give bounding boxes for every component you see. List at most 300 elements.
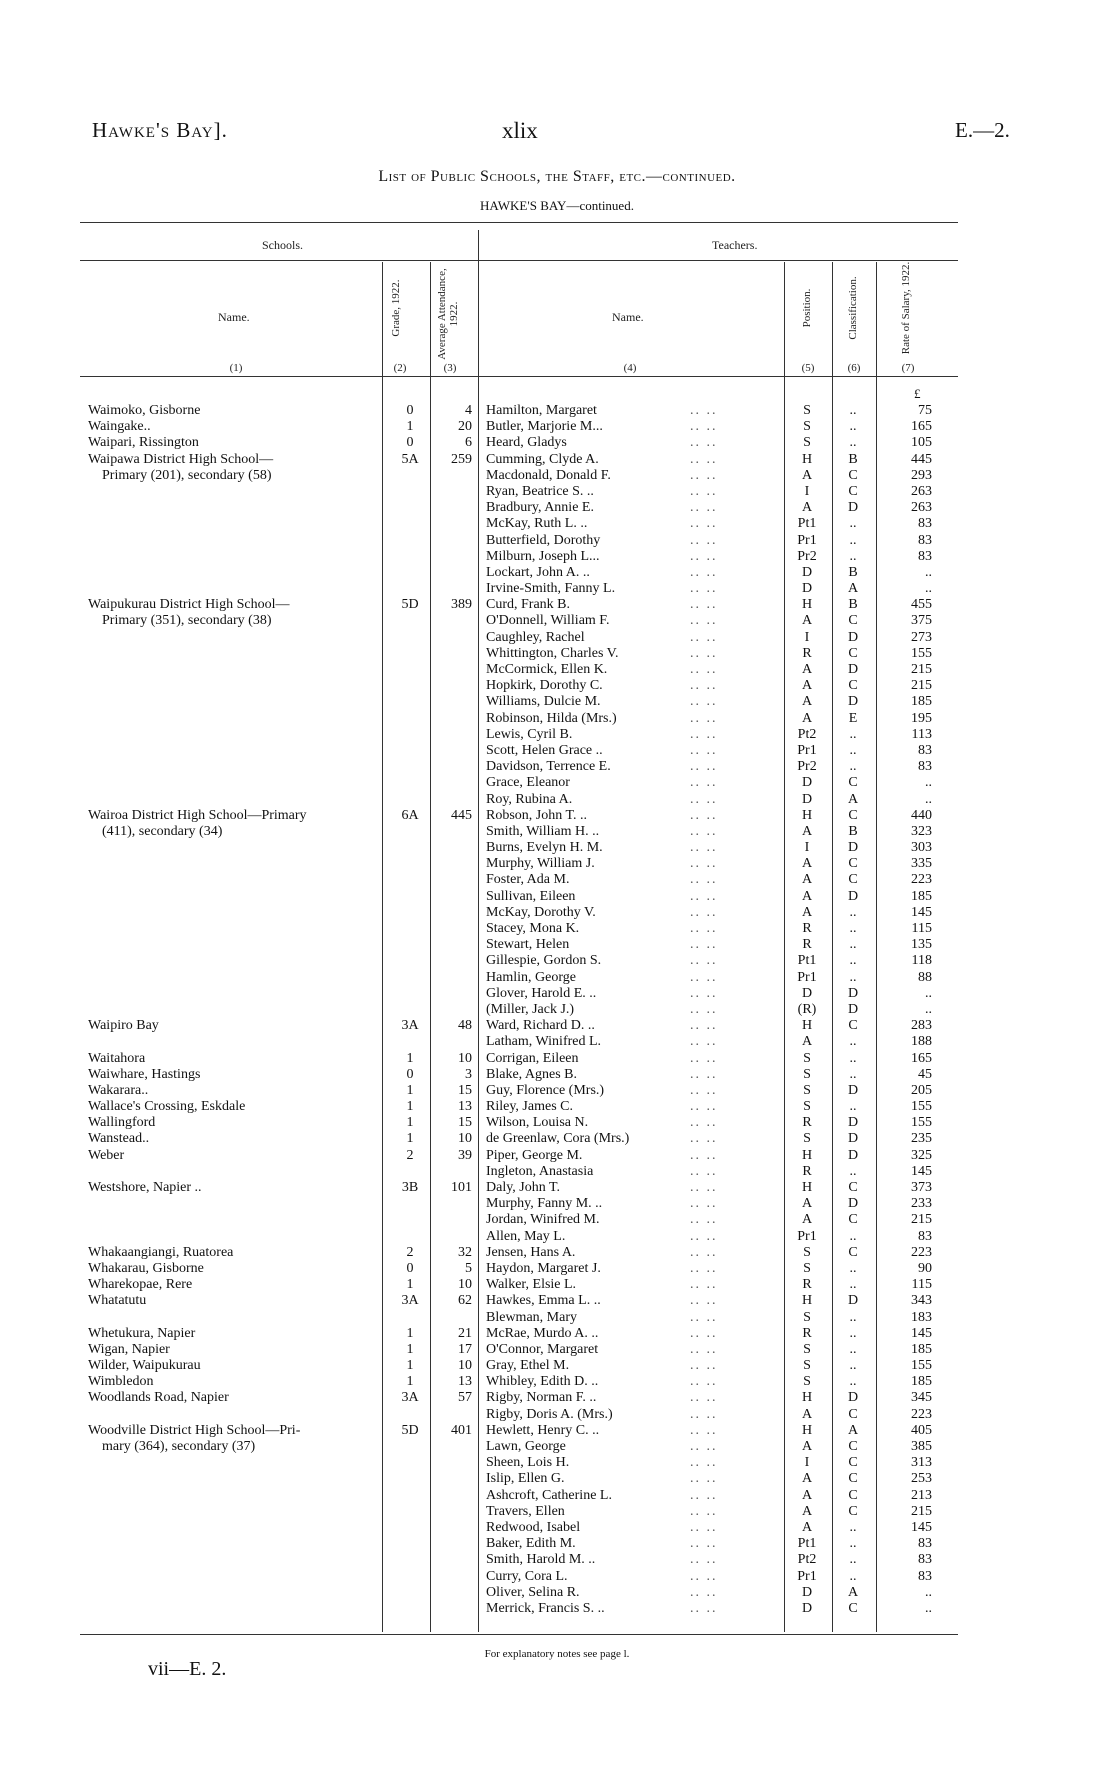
document-reference: E.—2.: [955, 118, 1010, 142]
teacher-classification: C: [848, 467, 858, 483]
average-attendance: 20: [458, 419, 472, 435]
table-row: [0, 662, 1114, 678]
leader-dots: .. ..: [690, 1212, 718, 1228]
school-name: Weber: [88, 1147, 125, 1163]
salary-rate: 313: [911, 1455, 932, 1471]
teacher-classification: C: [848, 856, 858, 872]
table-row: [0, 1326, 1114, 1342]
average-attendance: 57: [458, 1390, 472, 1406]
salary-rate: ..: [925, 1584, 932, 1600]
leader-dots: .. ..: [690, 759, 718, 775]
teacher-name: McKay, Dorothy V.: [486, 904, 596, 920]
teacher-position: A: [801, 1034, 813, 1050]
school-grade: 1: [406, 1099, 414, 1115]
average-attendance: 10: [458, 1358, 472, 1374]
leader-dots: .. ..: [690, 629, 718, 645]
table-row: [0, 1520, 1114, 1536]
teacher-name: Stacey, Mona K.: [486, 921, 580, 936]
leader-dots: .. ..: [690, 516, 718, 532]
teacher-position: A: [801, 613, 813, 629]
page-title: List of Public Schools, the Staff, etc.—continued.: [378, 168, 736, 185]
teacher-position: A: [801, 678, 813, 694]
teacher-position: A: [801, 710, 813, 726]
salary-rate: 75: [918, 403, 932, 418]
leader-dots: .. ..: [690, 1260, 718, 1276]
teacher-name: Rigby, Doris A. (Mrs.): [486, 1406, 613, 1422]
table-row: [0, 1358, 1114, 1374]
salary-rate: 343: [911, 1293, 932, 1309]
school-grade: 5A: [401, 451, 419, 467]
table-row: [0, 533, 1114, 549]
teacher-position: D: [801, 1600, 813, 1616]
school-name: Wallace's Crossing, Eskdale: [88, 1099, 246, 1115]
salary-rate: 283: [911, 1018, 932, 1034]
teacher-name: Murphy, Fanny M. ..: [486, 1196, 603, 1212]
average-attendance: 10: [458, 1050, 472, 1066]
teacher-classification: A: [847, 1422, 859, 1438]
teacher-classification: ..: [849, 953, 857, 969]
leader-dots: .. ..: [690, 726, 718, 742]
salary-rate: 155: [911, 1358, 932, 1374]
salary-rate: 215: [911, 1212, 932, 1228]
page-subtitle: HAWKE'S BAY—continued.: [480, 198, 634, 213]
table-row: [0, 1536, 1114, 1552]
teacher-position: I: [804, 483, 810, 499]
table-row: [0, 1342, 1114, 1358]
leader-dots: .. ..: [690, 645, 718, 661]
teacher-position: S: [803, 1374, 811, 1390]
table-bottom-rule: [80, 1634, 958, 1635]
teacher-name: Corrigan, Eileen: [486, 1050, 579, 1066]
table-row: [0, 516, 1114, 532]
school-name: mary (364), secondary (37): [102, 1439, 256, 1454]
teacher-name: Macdonald, Donald F.: [486, 467, 611, 483]
teacher-position: Pr2: [797, 548, 817, 564]
teacher-name: Blake, Agnes B.: [486, 1066, 577, 1082]
currency-symbol: £: [914, 386, 921, 401]
teacher-position: H: [801, 451, 813, 467]
teacher-name: Jordan, Winifred M.: [486, 1212, 600, 1228]
teacher-position: S: [803, 1082, 811, 1098]
school-name: Whetukura, Napier: [88, 1325, 196, 1341]
teacher-position: S: [803, 1244, 811, 1260]
table-row: [0, 856, 1114, 872]
teacher-classification: B: [848, 451, 858, 467]
table-row: [0, 1390, 1114, 1406]
teacher-position: H: [801, 1147, 813, 1163]
salary-rate: 375: [911, 613, 932, 629]
table-row: [0, 775, 1114, 791]
teacher-classification: ..: [849, 904, 857, 920]
salary-rate: 323: [911, 823, 932, 839]
salary-rate: 235: [911, 1131, 932, 1147]
school-name: Wharekopae, Rere: [88, 1277, 193, 1293]
teacher-name: Gillespie, Gordon S.: [486, 953, 602, 969]
col-header-classification: Classification.: [847, 276, 859, 340]
leader-dots: .. ..: [690, 1341, 718, 1357]
teacher-classification: ..: [849, 548, 857, 564]
leader-dots: .. ..: [690, 1568, 718, 1584]
teacher-classification: C: [848, 1471, 858, 1487]
teacher-position: H: [801, 1180, 813, 1195]
salary-rate: 45: [918, 1066, 932, 1082]
teacher-classification: D: [847, 629, 859, 645]
teacher-position: H: [801, 807, 813, 823]
teacher-position: A: [801, 1519, 813, 1535]
teacher-classification: ..: [849, 1066, 857, 1082]
salary-rate: 183: [911, 1309, 932, 1325]
teacher-name: Whittington, Charles V.: [486, 645, 619, 661]
teacher-classification: ..: [849, 1374, 857, 1390]
leader-dots: .. ..: [690, 467, 718, 483]
teacher-name: Hamlin, George: [486, 969, 576, 985]
school-name: Waipiro Bay: [88, 1018, 159, 1034]
teacher-name: Haydon, Margaret J.: [486, 1260, 601, 1276]
teacher-classification: C: [848, 678, 858, 694]
teacher-classification: C: [848, 1600, 858, 1616]
teacher-name: Butterfield, Dorothy: [486, 532, 601, 548]
table-row: [0, 678, 1114, 694]
school-grade: 6A: [401, 807, 419, 823]
teacher-position: H: [801, 1422, 813, 1438]
table-row: [0, 1229, 1114, 1245]
teacher-name: Merrick, Francis S. ..: [486, 1600, 605, 1616]
school-name: Wanstead..: [88, 1131, 150, 1147]
teacher-name: Foster, Ada M.: [486, 872, 570, 888]
page-number: xlix: [502, 118, 538, 143]
teacher-position: Pt1: [797, 1536, 817, 1552]
teacher-name: Hawkes, Emma L. ..: [486, 1293, 601, 1309]
leader-dots: .. ..: [690, 840, 718, 856]
salary-rate: 223: [911, 1244, 932, 1260]
teacher-name: Sheen, Lois H.: [486, 1455, 570, 1471]
table-row: [0, 727, 1114, 743]
leader-dots: .. ..: [690, 1115, 718, 1131]
table-row: [0, 889, 1114, 905]
teacher-name: Hewlett, Henry C. ..: [486, 1422, 600, 1438]
teacher-name: Curry, Cora L.: [486, 1568, 568, 1584]
table-row: [0, 1002, 1114, 1018]
table-row: [0, 1131, 1114, 1147]
salary-rate: 155: [911, 645, 932, 661]
teacher-position: S: [803, 419, 811, 435]
teacher-name: Caughley, Rachel: [486, 629, 585, 645]
teacher-position: S: [803, 435, 811, 451]
teacher-position: I: [804, 840, 810, 856]
teacher-position: R: [802, 1163, 812, 1179]
teacher-position: A: [801, 1406, 813, 1422]
teacher-classification: ..: [849, 403, 857, 418]
table-row: [0, 808, 1114, 824]
leader-dots: .. ..: [690, 1374, 718, 1390]
leader-dots: .. ..: [690, 1471, 718, 1487]
school-name: Woodville District High School—Pri-: [88, 1422, 301, 1438]
leader-dots: .. ..: [690, 1390, 718, 1406]
teacher-name: Stewart, Helen: [486, 937, 570, 953]
school-name: Waipawa District High School—: [88, 451, 274, 467]
teacher-classification: D: [847, 1131, 859, 1147]
leader-dots: .. ..: [690, 532, 718, 548]
teacher-position: S: [803, 1260, 811, 1276]
school-name: Westshore, Napier ..: [88, 1180, 202, 1195]
col-number-6: (6): [847, 362, 861, 374]
teacher-name: Smith, William H. ..: [486, 823, 600, 839]
salary-rate: 135: [911, 937, 932, 953]
teacher-classification: C: [848, 807, 858, 823]
teacher-position: D: [801, 564, 813, 580]
school-grade: 1: [406, 419, 414, 435]
school-grade: 0: [406, 1066, 414, 1082]
salary-rate: 115: [911, 921, 932, 936]
leader-dots: .. ..: [690, 662, 718, 677]
salary-rate: 185: [911, 1374, 932, 1390]
school-grade: 1: [406, 1374, 414, 1390]
table-row: [0, 1067, 1114, 1083]
leader-dots: .. ..: [690, 1131, 718, 1147]
leader-dots: .. ..: [690, 613, 718, 629]
teacher-name: Gray, Ethel M.: [486, 1358, 570, 1374]
teacher-name: McCormick, Ellen K.: [486, 662, 608, 677]
salary-rate: 213: [911, 1487, 932, 1503]
teacher-classification: D: [847, 985, 859, 1001]
salary-rate: 345: [911, 1390, 932, 1406]
teacher-classification: ..: [849, 1050, 857, 1066]
leader-dots: .. ..: [690, 953, 718, 969]
teacher-classification: A: [847, 791, 859, 807]
leader-dots: .. ..: [690, 1163, 718, 1179]
teacher-name: Cumming, Clyde A.: [486, 451, 599, 467]
table-row: [0, 1423, 1114, 1439]
salary-rate: 83: [918, 1536, 932, 1552]
leader-dots: .. ..: [690, 1325, 718, 1341]
school-grade: 1: [406, 1341, 414, 1357]
leader-dots: .. ..: [690, 1503, 718, 1519]
col-number-3: (3): [443, 362, 457, 374]
salary-rate: 185: [911, 694, 932, 710]
salary-rate: 90: [918, 1260, 932, 1276]
salary-rate: ..: [925, 985, 932, 1001]
leader-dots: .. ..: [690, 1293, 718, 1309]
table-row: [0, 1569, 1114, 1585]
salary-rate: 88: [918, 969, 932, 985]
salary-rate: ..: [925, 775, 932, 791]
salary-rate: 83: [918, 516, 932, 532]
teacher-classification: E: [848, 710, 858, 726]
teacher-position: A: [801, 500, 813, 516]
teacher-classification: C: [848, 1455, 858, 1471]
group-header-teachers: Teachers.: [712, 238, 758, 252]
school-name: Primary (351), secondary (38): [102, 613, 272, 629]
salary-rate: 145: [911, 904, 932, 920]
teacher-classification: C: [848, 1212, 858, 1228]
leader-dots: .. ..: [690, 742, 718, 758]
table-top-rule: [80, 222, 958, 223]
teacher-classification: C: [848, 483, 858, 499]
leader-dots: .. ..: [690, 921, 718, 936]
teacher-name: Riley, James C.: [486, 1099, 573, 1115]
leader-dots: .. ..: [690, 1519, 718, 1535]
teacher-name: Glover, Harold E. ..: [486, 985, 597, 1001]
school-name: Woodlands Road, Napier: [88, 1390, 229, 1406]
leader-dots: .. ..: [690, 1001, 718, 1017]
table-row: [0, 419, 1114, 435]
table-row: [0, 565, 1114, 581]
table-row: [0, 1552, 1114, 1568]
teacher-position: R: [802, 1277, 812, 1293]
salary-rate: 303: [911, 840, 932, 856]
table-row: [0, 824, 1114, 840]
teacher-position: Pr1: [797, 1228, 817, 1244]
teacher-classification: ..: [849, 1228, 857, 1244]
school-grade: 1: [406, 1082, 414, 1098]
col-header-attendance: Average Attendance, 1922.: [436, 268, 460, 360]
school-grade: 1: [406, 1115, 414, 1131]
salary-rate: 233: [911, 1196, 932, 1212]
teacher-name: Robson, John T. ..: [486, 807, 587, 823]
average-attendance: 445: [451, 807, 472, 823]
teacher-classification: ..: [849, 726, 857, 742]
average-attendance: 5: [465, 1260, 472, 1276]
teacher-classification: ..: [849, 1260, 857, 1276]
leader-dots: .. ..: [690, 419, 718, 435]
teacher-position: Pt2: [797, 1552, 817, 1568]
table-row: [0, 630, 1114, 646]
table-row: [0, 1034, 1114, 1050]
teacher-position: (R): [797, 1001, 817, 1017]
leader-dots: .. ..: [690, 791, 718, 807]
leader-dots: .. ..: [690, 597, 718, 613]
salary-rate: ..: [925, 1600, 932, 1616]
table-row: [0, 1164, 1114, 1180]
teacher-classification: C: [848, 1018, 858, 1034]
salary-rate: 223: [911, 872, 932, 888]
teacher-classification: C: [848, 1439, 858, 1454]
salary-rate: ..: [925, 791, 932, 807]
teacher-position: H: [801, 1390, 813, 1406]
teacher-position: A: [801, 904, 813, 920]
leader-dots: .. ..: [690, 1147, 718, 1163]
table-row: [0, 711, 1114, 727]
footnote: For explanatory notes see page l.: [484, 1648, 630, 1660]
salary-rate: 385: [911, 1439, 932, 1454]
table-row: [0, 1310, 1114, 1326]
school-name: Wallingford: [88, 1115, 156, 1131]
teacher-position: Pr1: [797, 742, 817, 758]
salary-rate: 195: [911, 710, 932, 726]
teacher-classification: C: [848, 775, 858, 791]
leader-dots: .. ..: [690, 1600, 718, 1616]
teacher-position: I: [804, 629, 810, 645]
school-grade: 3A: [401, 1018, 419, 1034]
table-row: [0, 484, 1114, 500]
salary-rate: 205: [911, 1082, 932, 1098]
average-attendance: 6: [465, 435, 472, 451]
salary-rate: 145: [911, 1163, 932, 1179]
table-row: [0, 581, 1114, 597]
school-grade: 0: [406, 1260, 414, 1276]
teacher-name: Redwood, Isabel: [486, 1519, 581, 1535]
table-row: [0, 435, 1114, 451]
teacher-position: A: [801, 1196, 813, 1212]
teacher-classification: D: [847, 1082, 859, 1098]
table-row: [0, 905, 1114, 921]
leader-dots: .. ..: [690, 1050, 718, 1066]
table-row: [0, 840, 1114, 856]
teacher-classification: D: [847, 662, 859, 677]
school-grade: 3A: [401, 1390, 419, 1406]
table-row: [0, 1374, 1114, 1390]
teacher-name: Ward, Richard D. ..: [486, 1018, 595, 1034]
teacher-classification: ..: [849, 1163, 857, 1179]
teacher-classification: ..: [849, 1552, 857, 1568]
table-row: [0, 1471, 1114, 1487]
teacher-name: Hamilton, Margaret: [486, 403, 597, 418]
table-row: [0, 953, 1114, 969]
school-name: Whatatutu: [88, 1293, 147, 1309]
average-attendance: 3: [465, 1066, 472, 1082]
teacher-position: A: [801, 1503, 813, 1519]
teacher-classification: C: [848, 613, 858, 629]
teacher-name: (Miller, Jack J.): [486, 1001, 575, 1017]
school-name: Waiwhare, Hastings: [88, 1066, 201, 1082]
salary-rate: 185: [911, 888, 932, 904]
salary-rate: ..: [925, 1001, 932, 1017]
salary-rate: ..: [925, 564, 932, 580]
leader-dots: .. ..: [690, 1422, 718, 1438]
teacher-name: Ashcroft, Catherine L.: [486, 1487, 612, 1503]
teacher-classification: B: [848, 597, 858, 613]
teacher-name: Ingleton, Anastasia: [486, 1163, 594, 1179]
teacher-name: Roy, Rubina A.: [486, 791, 573, 807]
teacher-classification: ..: [849, 1034, 857, 1050]
leader-dots: .. ..: [690, 500, 718, 516]
col-number-7: (7): [901, 362, 915, 374]
school-grade: 3A: [401, 1293, 419, 1309]
teacher-name: Burns, Evelyn H. M.: [486, 840, 603, 856]
teacher-classification: ..: [849, 742, 857, 758]
teacher-name: Wilson, Louisa N.: [486, 1115, 589, 1131]
teacher-classification: D: [847, 840, 859, 856]
teacher-position: Pr1: [797, 1568, 817, 1584]
teacher-classification: D: [847, 694, 859, 710]
teacher-classification: C: [848, 872, 858, 888]
teacher-position: Pt2: [797, 726, 817, 742]
school-name: Waipari, Rissington: [88, 435, 199, 451]
teacher-position: I: [804, 1455, 810, 1471]
teacher-position: Pt1: [797, 516, 817, 532]
salary-rate: 155: [911, 1099, 932, 1115]
leader-dots: .. ..: [690, 807, 718, 823]
table-row: [0, 1439, 1114, 1455]
salary-rate: 263: [911, 500, 932, 516]
table-row: [0, 468, 1114, 484]
teacher-position: A: [801, 1487, 813, 1503]
school-grade: 2: [406, 1147, 414, 1163]
teacher-classification: C: [848, 1244, 858, 1260]
average-attendance: 259: [451, 451, 472, 467]
salary-rate: 185: [911, 1341, 932, 1357]
average-attendance: 39: [458, 1147, 472, 1163]
teacher-classification: ..: [849, 419, 857, 435]
average-attendance: 21: [458, 1325, 472, 1341]
salary-rate: 83: [918, 1228, 932, 1244]
school-name: Waingake..: [88, 419, 151, 435]
leader-dots: .. ..: [690, 1066, 718, 1082]
school-name: Waimoko, Gisborne: [88, 403, 201, 418]
teacher-classification: D: [847, 1293, 859, 1309]
teacher-classification: B: [848, 823, 858, 839]
leader-dots: .. ..: [690, 1277, 718, 1293]
